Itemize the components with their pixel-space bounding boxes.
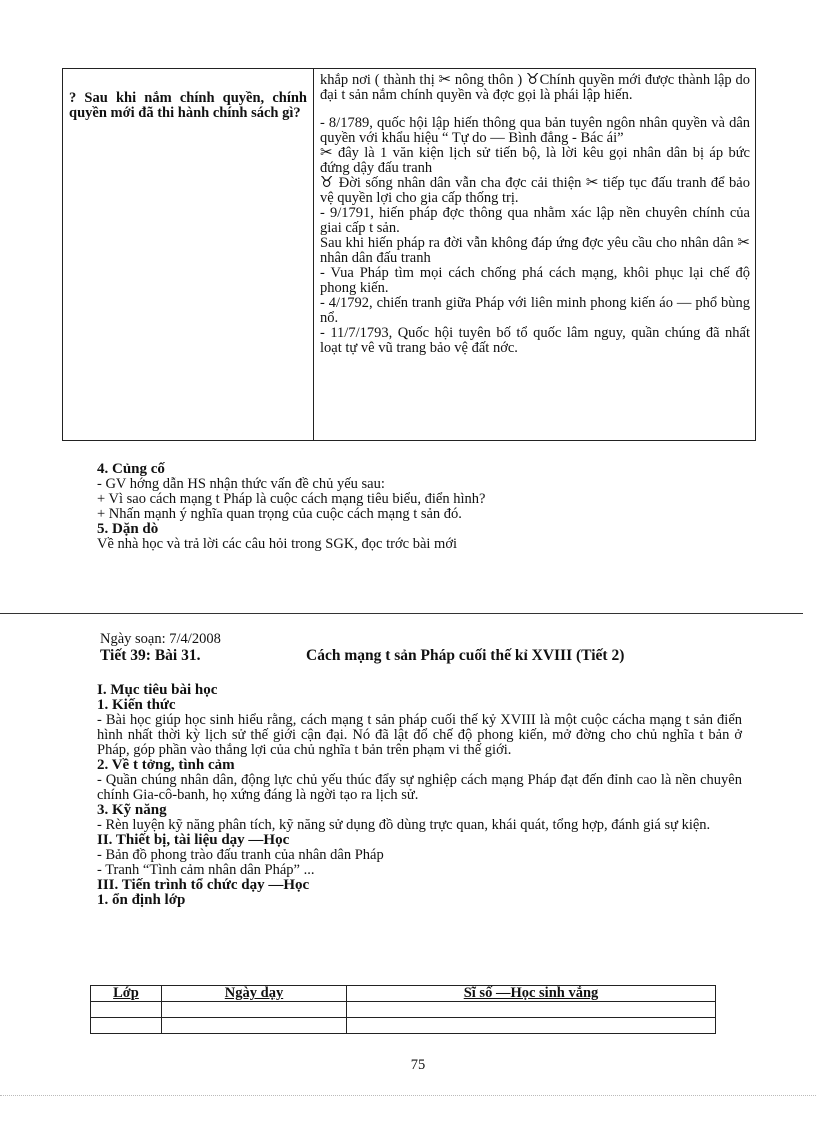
equipment-item: - Tranh “Tình cảm nhân dân Pháp” ... xyxy=(97,862,315,878)
consolidation-line: + Vì sao cách mạng t Pháp là cuộc cách mạng tiêu biểu, điển hình? xyxy=(97,491,486,507)
table-row xyxy=(91,986,716,1002)
answer-line xyxy=(320,233,750,266)
answer-text: nhân dân đấu tranh xyxy=(320,250,431,266)
scissors-icon: ✂ xyxy=(438,73,452,88)
consolidation-line: + Nhấn mạnh ý nghĩa quan trọng của cuộc cách mạng t sản đó. xyxy=(97,506,462,522)
answer-line xyxy=(320,206,750,236)
objectives-heading: I. Mục tiêu bài học xyxy=(97,682,218,698)
answer-text: tiếp tục đấu tranh để bảo vệ quyền lợi cho gia cấp thống trị. xyxy=(320,175,750,206)
scissors-icon: ✂ xyxy=(585,173,599,191)
homework-heading: 5. Dặn dò xyxy=(97,521,159,537)
taurus-icon: ♉ xyxy=(525,73,540,88)
answer-text: - 9/1791, hiến pháp đợc thông qua nhằm xác lập nền chuyên chính của giai cấp t sản. xyxy=(320,205,750,236)
ideology-text: - Quần chúng nhân dân, động lực chủ yếu thúc đẩy sự nghiệp cách mạng Pháp đạt đến đỉnh cao là nền chuyên chính Gia-cô-banh, họ xứng đáng là ngời tạo ra lịch sử. xyxy=(97,772,742,803)
answer-text: Đời sống nhân dân vẫn cha đợc cải thiện xyxy=(334,175,586,191)
question-cell: ? Sau khi nắm chính quyền, chính quyền mới đã thi hành chính sách gì? xyxy=(69,90,307,121)
answer-line xyxy=(320,116,750,146)
answer-text: - 4/1792, chiến tranh giữa Pháp với liên minh phong kiến áo — phổ bùng nổ. xyxy=(320,295,750,326)
homework-text: Về nhà học và trả lời các câu hỏi trong SGK, đọc trớc bài mới xyxy=(97,536,458,552)
answer-line xyxy=(320,326,750,356)
taurus-icon: ♉ xyxy=(320,173,335,191)
answer-text: nông thôn ) xyxy=(451,73,526,88)
footer-rule xyxy=(0,1095,816,1096)
answer-line xyxy=(320,266,750,296)
skills-heading: 3. Kỹ năng xyxy=(97,802,167,818)
knowledge-text: - Bài học giúp học sinh hiểu rằng, cách mạng t sản pháp cuối thế kỷ XVIII là một cuộc cácha mạng t sản điển hình nhất thời kỳ lịch sử thế giới cận đại. Nó đã lật đổ chế độ phong kiến, mở đờng cho chủ nghĩa t bản ở Pháp, góp phần vào thắng lợi của chủ nghĩa t bản trên phạm vi thế giới. xyxy=(97,712,742,758)
answer-line xyxy=(320,173,750,206)
answer-text: đây là 1 văn kiện lịch sử tiến bộ, là lời kêu gọi nhân dân bị áp bức đứng dậy đấu tranh xyxy=(320,145,750,176)
prep-date: Ngày soạn: 7/4/2008 xyxy=(100,631,221,647)
page-separator xyxy=(0,613,803,614)
answer-text: khắp nơi ( thành thị xyxy=(320,73,439,88)
lesson-table xyxy=(62,68,756,441)
process-heading: III. Tiến trình tổ chức dạy —Học xyxy=(97,877,310,893)
equipment-heading: II. Thiết bị, tài liệu dạy —Học xyxy=(97,832,290,848)
ideology-heading: 2. Về t tởng, tình cảm xyxy=(97,757,235,773)
table-header: Sĩ số —Học sinh vắng xyxy=(347,986,716,1002)
answer-cell xyxy=(320,73,750,439)
answer-text: - 11/7/1793, Quốc hội tuyên bố tổ quốc lâm nguy, quần chúng đã nhất loạt tự vê vũ trang bảo vệ đất nớc. xyxy=(320,325,750,356)
consolidation-line: - GV hớng dẫn HS nhận thức vấn đề chủ yếu sau: xyxy=(97,476,385,492)
equipment-item: - Bản đồ phong trào đấu tranh của nhân dân Pháp xyxy=(97,847,384,863)
knowledge-heading: 1. Kiến thức xyxy=(97,697,176,713)
scissors-icon: ✂ xyxy=(320,143,333,161)
attendance-table xyxy=(90,985,716,1034)
column-divider xyxy=(313,69,314,440)
scissors-icon: ✂ xyxy=(737,233,750,251)
answer-text: Sau khi hiến pháp ra đời vẫn không đáp ứng đợc yêu cầu cho nhân dân xyxy=(320,235,738,251)
page-number: 75 xyxy=(410,1057,426,1073)
lesson-period: Tiết 39: Bài 31. xyxy=(100,647,201,664)
answer-text: - 8/1789, quốc hội lập hiến thông qua bản tuyên ngôn nhân quyền và dân quyền với khẩu hiệu “ Tự do — Bình đẳng - Bác ái” xyxy=(320,115,750,146)
lesson-title: Cách mạng t sản Pháp cuối thế kỉ XVIII (Tiết 2) xyxy=(306,647,625,664)
table-header: Ngày dạy xyxy=(162,986,347,1002)
table-header: Lớp xyxy=(91,986,162,1002)
answer-line xyxy=(320,73,750,103)
consolidation-section xyxy=(97,462,757,552)
answer-line xyxy=(320,296,750,326)
process-subheading: 1. ổn định lớp xyxy=(97,892,186,908)
answer-text: - Vua Pháp tìm mọi cách chống phá cách mạng, khôi phục lại chế độ phong kiến. xyxy=(320,265,750,296)
consolidation-heading: 4. Củng cố xyxy=(97,461,165,477)
table-row xyxy=(91,1018,716,1034)
skills-text: - Rèn luyện kỹ năng phân tích, kỹ năng sử dụng đồ dùng trực quan, khái quát, tổng hợp, đánh giá sự kiện. xyxy=(97,817,711,833)
objectives-section xyxy=(97,683,742,908)
answer-text: Chính quyền mới được thành lập do đại t sản nắm chính quyền và đợc gọi là phái lập hiến. xyxy=(320,73,750,103)
answer-line xyxy=(320,143,750,176)
lesson-header xyxy=(100,632,750,664)
table-row xyxy=(91,1002,716,1018)
